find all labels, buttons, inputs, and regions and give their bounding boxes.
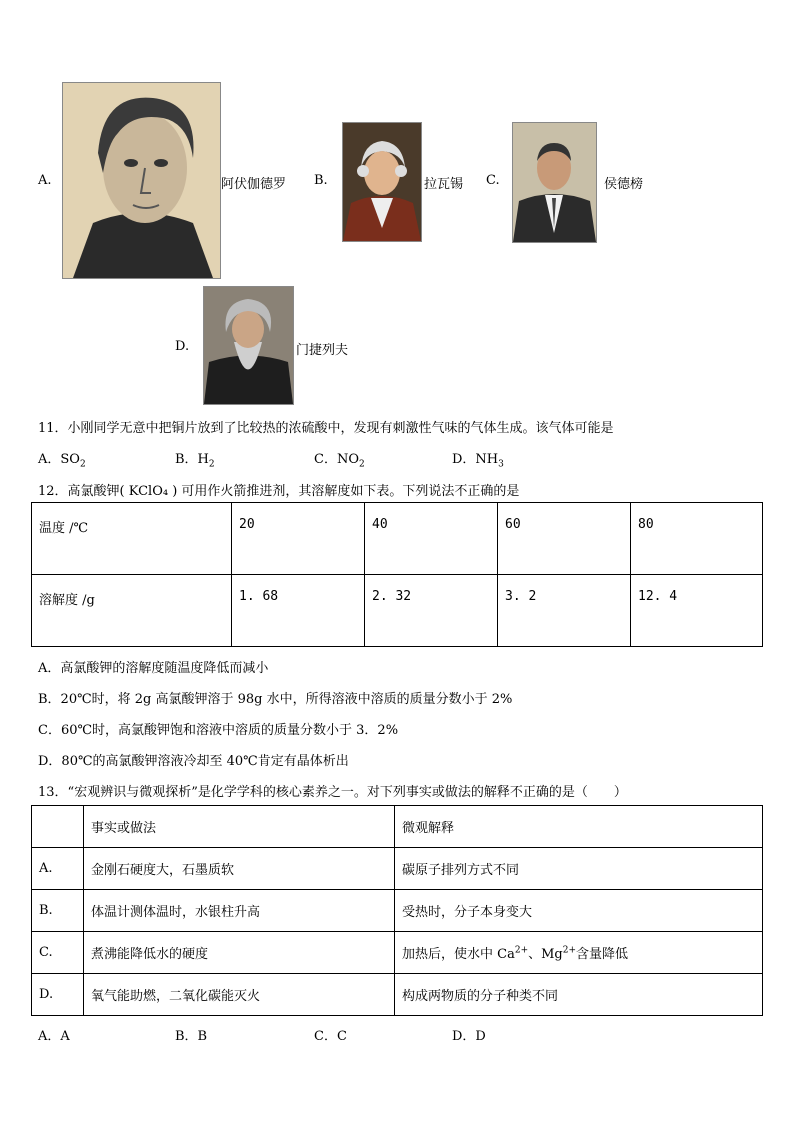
q11-option-a: A．$SO_2$	[38, 452, 86, 470]
q13-stem: 13．“宏观辨识与微观探析”是化学学科的核心素养之一。对下列事实或做法的解释不正确的是（ ）	[38, 785, 627, 800]
table-cell: 80	[631, 503, 763, 575]
q13-option-b: B．B	[175, 1029, 208, 1044]
table-cell: 20	[232, 503, 365, 575]
q11-option-d: D．$NH_3$	[452, 452, 504, 470]
table-cell: 40	[365, 503, 498, 575]
table-cell: 金刚石硬度大，石墨质软	[84, 848, 395, 890]
lavoisier-portrait	[342, 122, 422, 242]
q12-stem: 12．高氯酸钾( KClO₄ ) 可用作火箭推进剂，其溶解度如下表。下列说法不正确的是	[38, 484, 520, 499]
table-header-explanation: 微观解释	[395, 806, 763, 848]
q12-option-c: C．60℃时，高氯酸钾饱和溶液中溶质的质量分数小于 3．2%	[38, 723, 399, 738]
table-row-temperature	[32, 503, 763, 575]
table-header-fact: 事实或做法	[84, 806, 395, 848]
table-row	[32, 932, 763, 974]
q13-option-d: D．D	[452, 1029, 486, 1044]
table-cell: 氧气能助燃，二氧化碳能灭火	[84, 974, 395, 1016]
table-cell: 3. 2	[498, 575, 631, 647]
table-cell: 体温计测体温时，水银柱升高	[84, 890, 395, 932]
table-cell: 构成两物质的分子种类不同	[395, 974, 763, 1016]
q13-option-a: A．A	[38, 1029, 70, 1044]
option-d-name: 门捷列夫	[296, 343, 349, 358]
q11-option-c: C．$NO_2$	[314, 452, 365, 470]
option-c-letter: C.	[486, 173, 500, 188]
hou-debang-portrait	[512, 122, 597, 243]
q12-option-d: D．80℃的高氯酸钾溶液冷却至 40℃肯定有晶体析出	[38, 754, 349, 769]
mendeleev-portrait	[203, 286, 294, 405]
table-cell: D.	[32, 974, 84, 1016]
q13-option-c: C．C	[314, 1029, 347, 1044]
option-c-name: 侯德榜	[604, 177, 644, 192]
table-cell: 煮沸能降低水的硬度	[84, 932, 395, 974]
option-a-name: 阿伏伽德罗	[221, 177, 287, 192]
table-cell: 温度 /℃	[32, 503, 232, 575]
table-cell: 碳原子排列方式不同	[395, 848, 763, 890]
table-cell: 12. 4	[631, 575, 763, 647]
table-cell: A.	[32, 848, 84, 890]
table-cell: C.	[32, 932, 84, 974]
option-a-letter: A.	[38, 173, 52, 188]
avogadro-portrait	[62, 82, 221, 279]
table-cell: 2. 32	[365, 575, 498, 647]
table-cell	[32, 806, 84, 848]
table-row	[32, 974, 763, 1016]
solubility-table	[31, 502, 763, 647]
table-cell: 溶解度 /g	[32, 575, 232, 647]
option-b-letter: B.	[314, 173, 328, 188]
table-cell: B.	[32, 890, 84, 932]
q11-option-b: B．$H_2$	[175, 452, 215, 470]
table-row-solubility	[32, 575, 763, 647]
table-header-row	[32, 806, 763, 848]
table-cell: 受热时，分子本身变大	[395, 890, 763, 932]
q12-option-a: A．高氯酸钾的溶解度随温度降低而减小	[38, 661, 269, 676]
q11-stem: 11．小刚同学无意中把铜片放到了比较热的浓硫酸中，发现有刺激性气味的气体生成。该气体可能是	[38, 421, 614, 436]
table-row	[32, 848, 763, 890]
table-cell: 60	[498, 503, 631, 575]
table-cell: 1. 68	[232, 575, 365, 647]
table-cell-ion-explanation: 加热后，使水中 $Ca^{2+}$、$Mg^{2+}$含量降低	[395, 932, 763, 974]
explanation-table	[31, 805, 763, 1016]
table-row	[32, 890, 763, 932]
option-b-name: 拉瓦锡	[424, 177, 464, 192]
q12-option-b: B．20℃时，将 2g 高氯酸钾溶于 98g 水中，所得溶液中溶质的质量分数小于 2%	[38, 692, 513, 707]
option-d-letter: D.	[175, 339, 190, 354]
